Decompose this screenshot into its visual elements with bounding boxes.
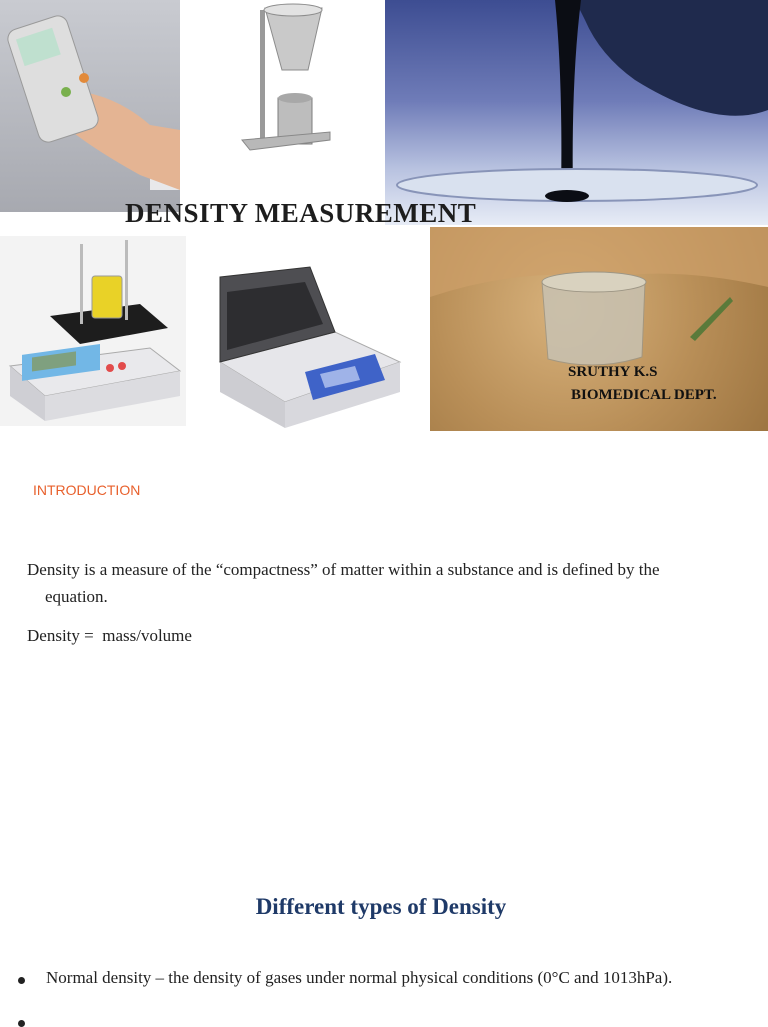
author-department: BIOMEDICAL DEPT. — [571, 387, 717, 403]
author-name: SRUTHY K.S — [568, 364, 658, 380]
density-balance-beaker-photo — [0, 236, 186, 426]
types-heading: Different types of Density — [255, 894, 507, 919]
digital-balance-photo — [205, 262, 405, 428]
intro-heading: INTRODUCTION — [33, 482, 141, 498]
cover-title: DENSITY MEASUREMENT — [125, 198, 477, 228]
definition-line-1: Density is a measure of the “compactness” of matter within a substance and is defined by the — [27, 560, 660, 579]
density-definition — [27, 556, 757, 610]
handheld-density-meter-photo — [0, 0, 180, 212]
funnel-density-apparatus-photo — [180, 0, 385, 212]
bullet-normal-density: Normal density – the density of gases under normal physical conditions (0°C and 1013hPa). — [46, 968, 673, 987]
bullet-dot — [18, 977, 25, 984]
definition-line-2: equation. — [45, 587, 108, 606]
density-formula: Density = mass/volume — [27, 626, 192, 645]
oil-pour-photo — [385, 0, 768, 225]
